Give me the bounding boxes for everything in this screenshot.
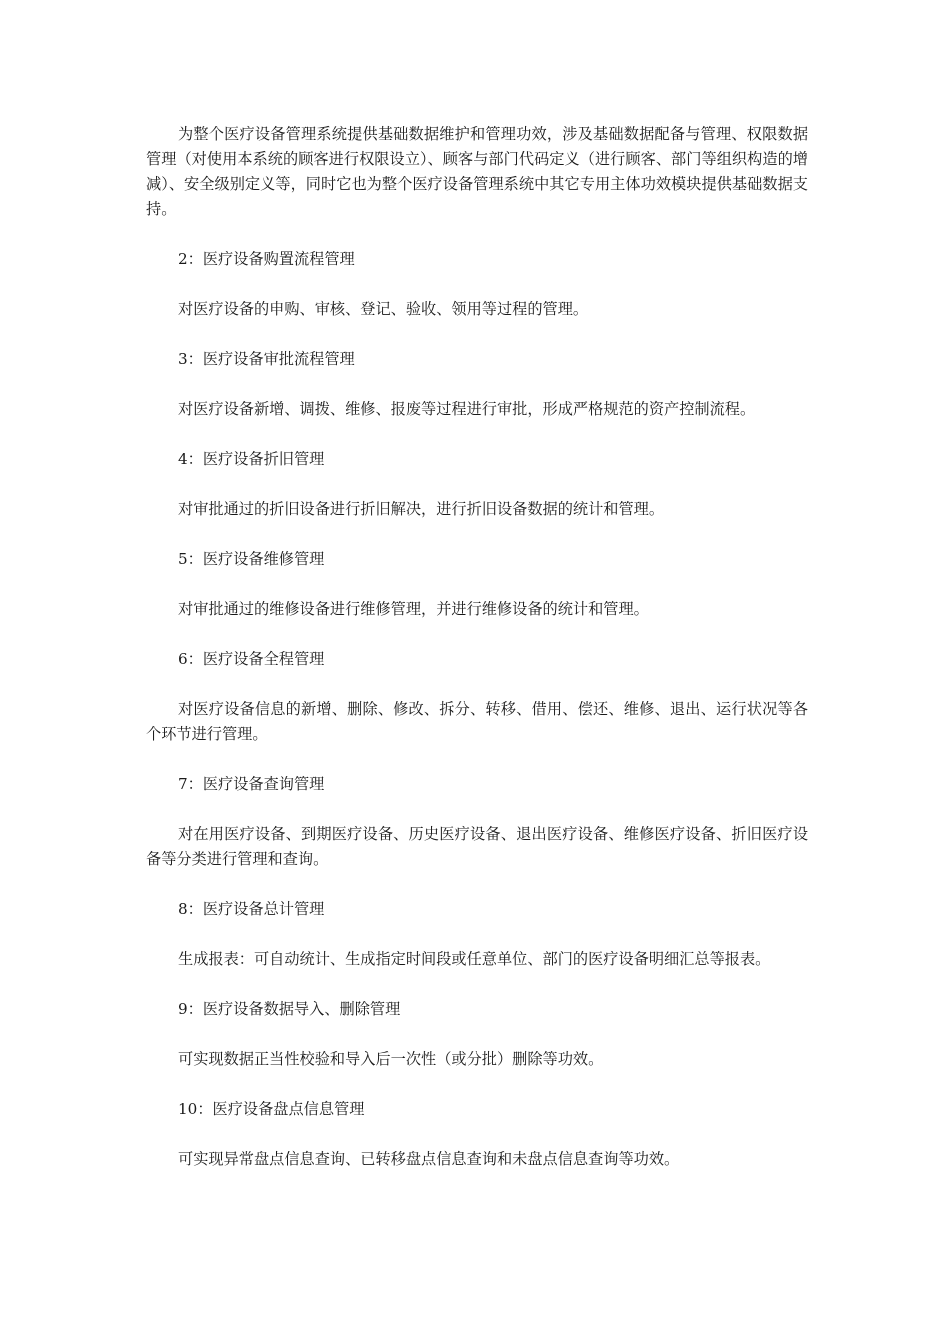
section-body: 对医疗设备信息的新增、删除、修改、拆分、转移、借用、偿还、维修、退出、运行状况等各个环节进行管理。 <box>146 700 808 743</box>
section-body: 生成报表：可自动统计、生成指定时间段或任意单位、部门的医疗设备明细汇总等报表。 <box>178 950 771 968</box>
section-heading: 9：医疗设备数据导入、删除管理 <box>178 1000 401 1018</box>
section-heading: 8：医疗设备总计管理 <box>178 900 325 918</box>
section-heading: 4：医疗设备折旧管理 <box>178 450 325 468</box>
section-body: 对医疗设备的申购、审核、登记、验收、领用等过程的管理。 <box>178 300 589 318</box>
section-body: 对审批通过的折旧设备进行折旧解决，进行折旧设备数据的统计和管理。 <box>178 500 664 518</box>
section-body: 对在用医疗设备、到期医疗设备、历史医疗设备、退出医疗设备、维修医疗设备、折旧医疗设备等分类进行管理和查询。 <box>146 825 808 868</box>
document-page <box>146 122 808 1172</box>
section-body: 对医疗设备新增、调拨、维修、报废等过程进行审批，形成严格规范的资产控制流程。 <box>178 400 756 418</box>
section-heading: 5：医疗设备维修管理 <box>178 550 325 568</box>
section-body: 可实现异常盘点信息查询、已转移盘点信息查询和未盘点信息查询等功效。 <box>178 1150 680 1168</box>
section-heading: 7：医疗设备查询管理 <box>178 775 325 793</box>
section-heading: 3：医疗设备审批流程管理 <box>178 350 355 368</box>
section-heading: 2：医疗设备购置流程管理 <box>178 250 355 268</box>
section-heading: 6：医疗设备全程管理 <box>178 650 325 668</box>
section-body: 可实现数据正当性校验和导入后一次性（或分批）删除等功效。 <box>178 1050 604 1068</box>
intro-paragraph: 为整个医疗设备管理系统提供基础数据维护和管理功效，涉及基础数据配备与管理、权限数据管理（对使用本系统的顾客进行权限设立）、顾客与部门代码定义（进行顾客、部门等组织构造的增减）、安全级别定义等，同时它也为整个医疗设备管理系统中其它专用主体功效模块提供基础数据支持。 <box>146 125 808 218</box>
section-heading: 10：医疗设备盘点信息管理 <box>178 1100 365 1118</box>
section-body: 对审批通过的维修设备进行维修管理，并进行维修设备的统计和管理。 <box>178 600 649 618</box>
